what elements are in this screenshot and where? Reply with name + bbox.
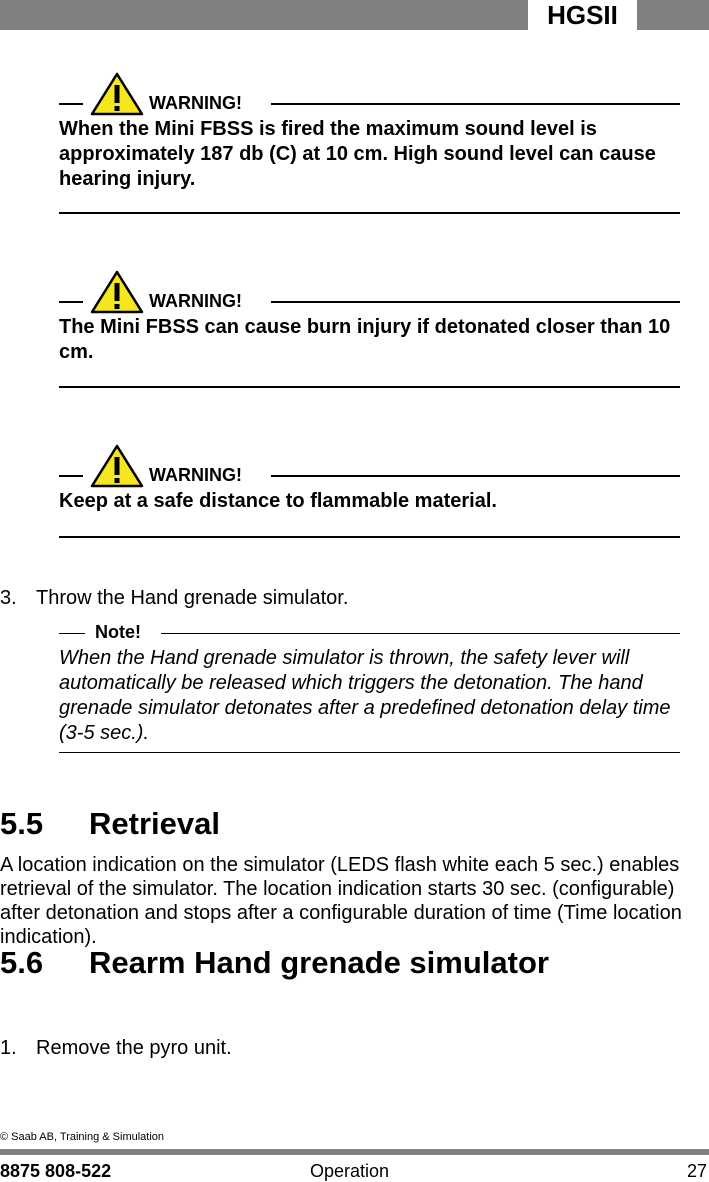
warning-triangle-icon — [90, 72, 144, 116]
warning-header — [59, 270, 680, 310]
warning-rule-left — [59, 301, 83, 303]
step-number: 3. — [0, 587, 17, 609]
list-item — [0, 586, 709, 610]
warning-triangle-icon — [90, 444, 144, 488]
warning-text: The Mini FBSS can cause burn injury if detonated closer than 10 cm. — [59, 316, 671, 363]
header-bar-left — [0, 0, 528, 30]
page-number: 27 — [686, 1161, 707, 1181]
warning-header — [59, 72, 680, 112]
warning-label: WARNING! — [149, 291, 242, 311]
header-bar-right — [637, 0, 709, 30]
warning-rule-left — [59, 475, 83, 477]
note-box — [59, 622, 680, 754]
warning-triangle-icon — [90, 270, 144, 314]
section-heading — [0, 806, 709, 842]
warning-rule-right — [271, 475, 680, 477]
document-number: 8875 808-522 — [0, 1161, 112, 1181]
footer-section: Operation — [310, 1161, 390, 1181]
copyright-text: © Saab AB, Training & Simulation — [0, 1131, 165, 1143]
warning-rule-left — [59, 103, 83, 105]
note-text: When the Hand grenade simulator is thrown, the safety lever will automatically be released which triggers the detonation. The hand grenade simulator detonates after a predefined detonation delay time (3-5 sec.). — [59, 647, 671, 744]
section-number: 5.6 — [0, 945, 44, 980]
section-heading — [0, 945, 709, 981]
section-title: Retrieval — [89, 806, 220, 841]
note-rule-left — [59, 633, 85, 634]
product-title: HGSII — [547, 0, 618, 30]
note-label: Note! — [95, 622, 141, 642]
list-item — [0, 1036, 709, 1060]
step-number: 1. — [0, 1037, 17, 1059]
warning-label: WARNING! — [149, 93, 242, 113]
warning-rule-bottom — [59, 536, 680, 538]
warning-box — [59, 444, 680, 540]
section-title: Rearm Hand grenade simulator — [89, 945, 549, 980]
footer-bar — [0, 1149, 709, 1155]
warning-text: Keep at a safe distance to flammable material. — [59, 490, 497, 512]
note-rule-right — [161, 633, 680, 634]
section-paragraph: A location indication on the simulator (LEDS flash white each 5 sec.) enables retrieval of the simulator. The location indication starts 30 sec. (configurable) after detonation and stops after a configurable duration of time (Time location indication). — [0, 854, 682, 948]
warning-rule-right — [271, 301, 680, 303]
step-text: Throw the Hand grenade simulator. — [36, 587, 349, 609]
warning-label: WARNING! — [149, 465, 242, 485]
warning-rule-bottom — [59, 386, 680, 388]
warning-text: When the Mini FBSS is fired the maximum sound level is approximately 187 db (C) at 10 cm. High sound level can cause hearing injury. — [59, 118, 656, 190]
section-number: 5.5 — [0, 806, 44, 841]
warning-box — [59, 72, 680, 215]
warning-rule-bottom — [59, 212, 680, 214]
step-text: Remove the pyro unit. — [36, 1037, 232, 1059]
warning-rule-right — [271, 103, 680, 105]
header-bar — [0, 0, 709, 30]
warning-box — [59, 270, 680, 390]
warning-header — [59, 444, 680, 484]
note-rule-bottom — [59, 752, 680, 753]
